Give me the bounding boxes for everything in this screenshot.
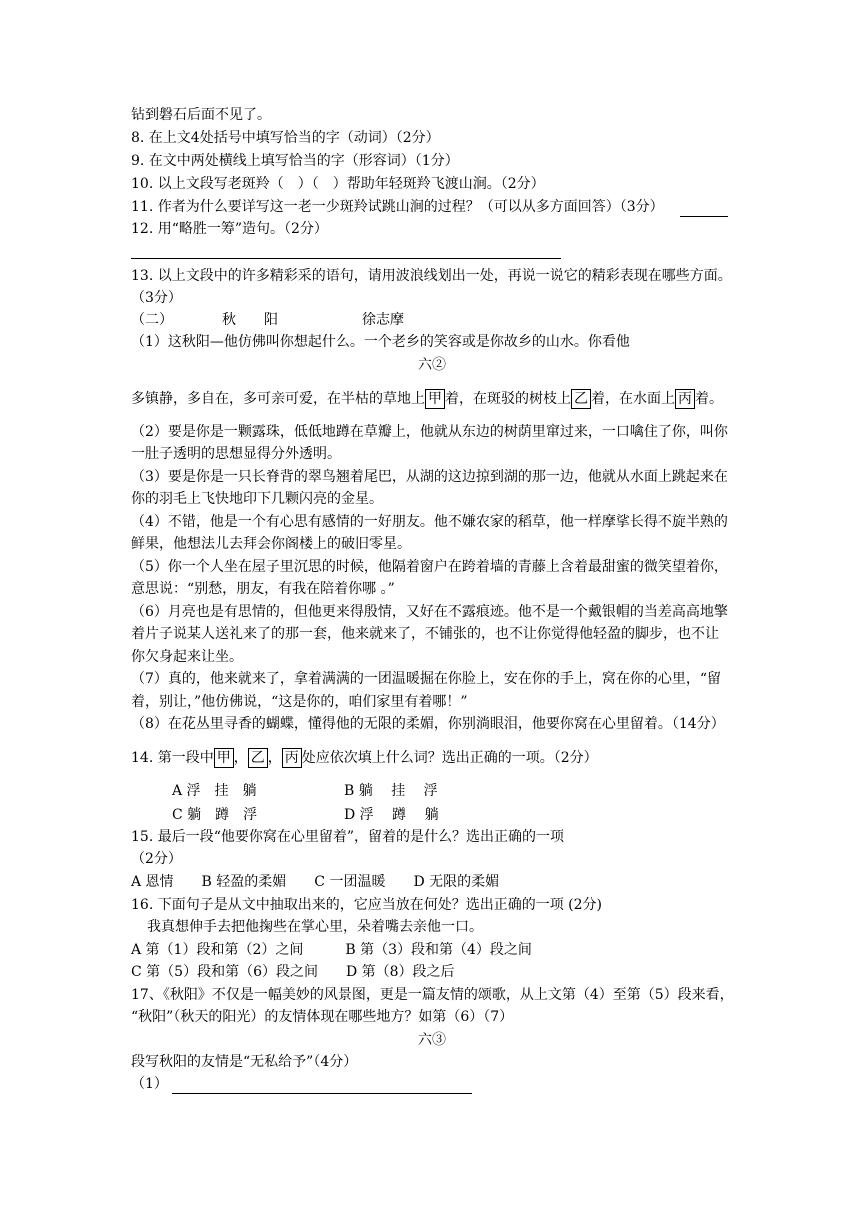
text: 多镇静，多自在，多可亲可爱，在半枯的草地上 (131, 391, 425, 407)
paragraph-1: （1）这秋阳—他仿佛叫你想起什么。一个老乡的笑容或是你故乡的山水。你看他 (131, 334, 630, 350)
box-jia: 甲 (425, 389, 445, 409)
question-12: 12. 用“略胜一筹”造句。（2分） (131, 221, 328, 237)
question-15: 15. 最后一段“他要你窝在心里留着”，留着的是什么？选出正确的一项 (131, 829, 565, 845)
paragraph-4-cont: 鲜果，他想法儿去拜会你阁楼上的破旧零星。 (131, 536, 411, 552)
text: ， (233, 750, 248, 766)
question-14 (131, 748, 598, 768)
question-11-text: 11. 作者为什么要详写这一老一少斑羚试跳山涧的过程？（可以从多方面回答）（3分） (131, 199, 664, 215)
box-bing: 丙 (675, 389, 695, 409)
question-16-sentence: 我真想伸手去把他掬些在掌心里，朵着嘴去亲他一口。 (147, 919, 483, 935)
question-17: 17、《秋阳》不仅是一幅美妙的风景图，更是一篇友情的颂歌，从上文第（4）至第（5）段来看， (131, 987, 734, 1003)
paragraph-6-cont: 着片子说某人送礼来了的那一套，他来就来了，不铺张的，也不让你觉得他轻盈的脚步，也不让 (131, 626, 719, 642)
paragraph-1-cont (131, 389, 723, 409)
question-11 (131, 197, 728, 217)
question-15-options[interactable]: A 恩情 B 轻盈的柔媚 C 一团温暖 D 无限的柔媚 (131, 874, 500, 890)
box-bing: 丙 (282, 748, 302, 768)
question-13-score: （3分） (131, 290, 182, 306)
question-8: 8. 在上文4处括号中填写恰当的字（动词）（2分） (131, 130, 440, 146)
option-d[interactable]: D 浮 蹲 躺 (344, 807, 439, 823)
paragraph-7: （7）真的，他来就来了，拿着满满的一团温暖掘在你脸上，安在你的手上，窝在你的心里，“留 (131, 671, 722, 687)
text: 着，在水面上 (591, 391, 675, 407)
question-16-options-cd[interactable]: C 第（5）段和第（6）段之间 D 第（8）段之后 (131, 964, 455, 980)
page-marker: 六③ (418, 1032, 446, 1048)
text: 着，在斑驳的树枝上 (445, 391, 571, 407)
question-15-score: （2分） (131, 851, 182, 867)
option-b[interactable]: B 躺 挂 浮 (344, 783, 438, 799)
question-16-options-ab[interactable]: A 第（1）段和第（2）之间 B 第（3）段和第（4）段之间 (131, 942, 532, 958)
paragraph-6: （6）月亮也是有思情的，但他更来得殷情，又好在不露痕迹。他不是一个戴银帽的当差高高地擎 (131, 604, 728, 620)
question-16: 16. 下面句子是从文中抽取出来的，它应当放在何处？选出正确的一项 (2分) (131, 897, 602, 913)
question-10: 10. 以上文段写老斑羚（ ）（ ）帮助年轻斑羚飞渡山涧。（2分） (131, 176, 545, 192)
paragraph-2: （2）要是你是一颗露珠，低低地蹲在草瓣上，他就从东边的树荫里窜过来，一口噙住了你，叫你 (131, 424, 728, 440)
paragraph-8: （8）在花丛里寻香的蝴蝶，懂得他的无限的柔媚，你别淌眼泪，他要你窝在心里留着。（14分） (131, 716, 725, 732)
text: 着。 (695, 391, 723, 407)
box-yi: 乙 (571, 389, 591, 409)
answer-label: （1） (131, 1076, 168, 1092)
text: 处应依次填上什么词？选出正确的一项。（2分） (301, 750, 598, 766)
answer-blank[interactable] (680, 216, 728, 217)
question-9: 9. 在文中两处横线上填写恰当的字（形容词）（1分） (131, 153, 459, 169)
paragraph-6-cont: 你欠身起来让坐。 (131, 649, 243, 665)
paragraph-2-cont: 一肚子透明的思想显得分外透明。 (131, 446, 341, 462)
paragraph-5: （5）你一个人坐在屋子里沉思的时候，他隔着窗户在跨着墙的青藤上含着最甜蜜的微笑望着你， (131, 559, 728, 575)
paragraph-4: （4）不错，他是一个有心思有感情的一好朋友。他不嫌农家的稻草，他一样摩挲长得不旋半熟的 (131, 514, 728, 530)
answer-blank[interactable] (172, 1093, 472, 1094)
question-13: 13. 以上文段中的许多精彩采的语句，请用波浪线划出一处，再说一说它的精彩表现在哪些方面。 (131, 268, 732, 284)
text: 14. 第一段中 (131, 750, 214, 766)
text: ， (267, 750, 282, 766)
paragraph-3: （3）要是你是一只长脊背的翠鸟翘着尾巴，从湖的这边掠到湖的那一边，他就从水面上跳起来在 (131, 469, 728, 485)
question-17-cont: 段写秋阳的友情是“无私给予”（4分） (131, 1054, 358, 1070)
section-heading: （二） 秋 阳 徐志摩 (131, 312, 404, 328)
paragraph-7-cont: 着，别让，”他仿佛说，“这是你的，咱们家里有着哪！” (131, 694, 468, 710)
paragraph-3-cont: 你的羽毛上飞快地印下几颗闪亮的金星。 (131, 491, 383, 507)
text-line: 钻到磐石后面不见了。 (131, 107, 271, 123)
answer-line[interactable] (131, 258, 561, 259)
answer-1 (131, 1074, 472, 1094)
option-a[interactable]: A 浮 挂 躺 (172, 783, 257, 799)
paragraph-5-cont: 意思说：“别愁，朋友，有我在陪着你哪 。” (131, 581, 395, 597)
page-marker: 六② (418, 357, 446, 373)
option-c[interactable]: C 躺 蹲 浮 (172, 807, 258, 823)
question-17-cont: “秋阳”（秋天的阳光）的友情体现在哪些地方？如第（6）（7） (131, 1009, 514, 1025)
box-yi: 乙 (248, 748, 268, 768)
box-jia: 甲 (214, 748, 234, 768)
